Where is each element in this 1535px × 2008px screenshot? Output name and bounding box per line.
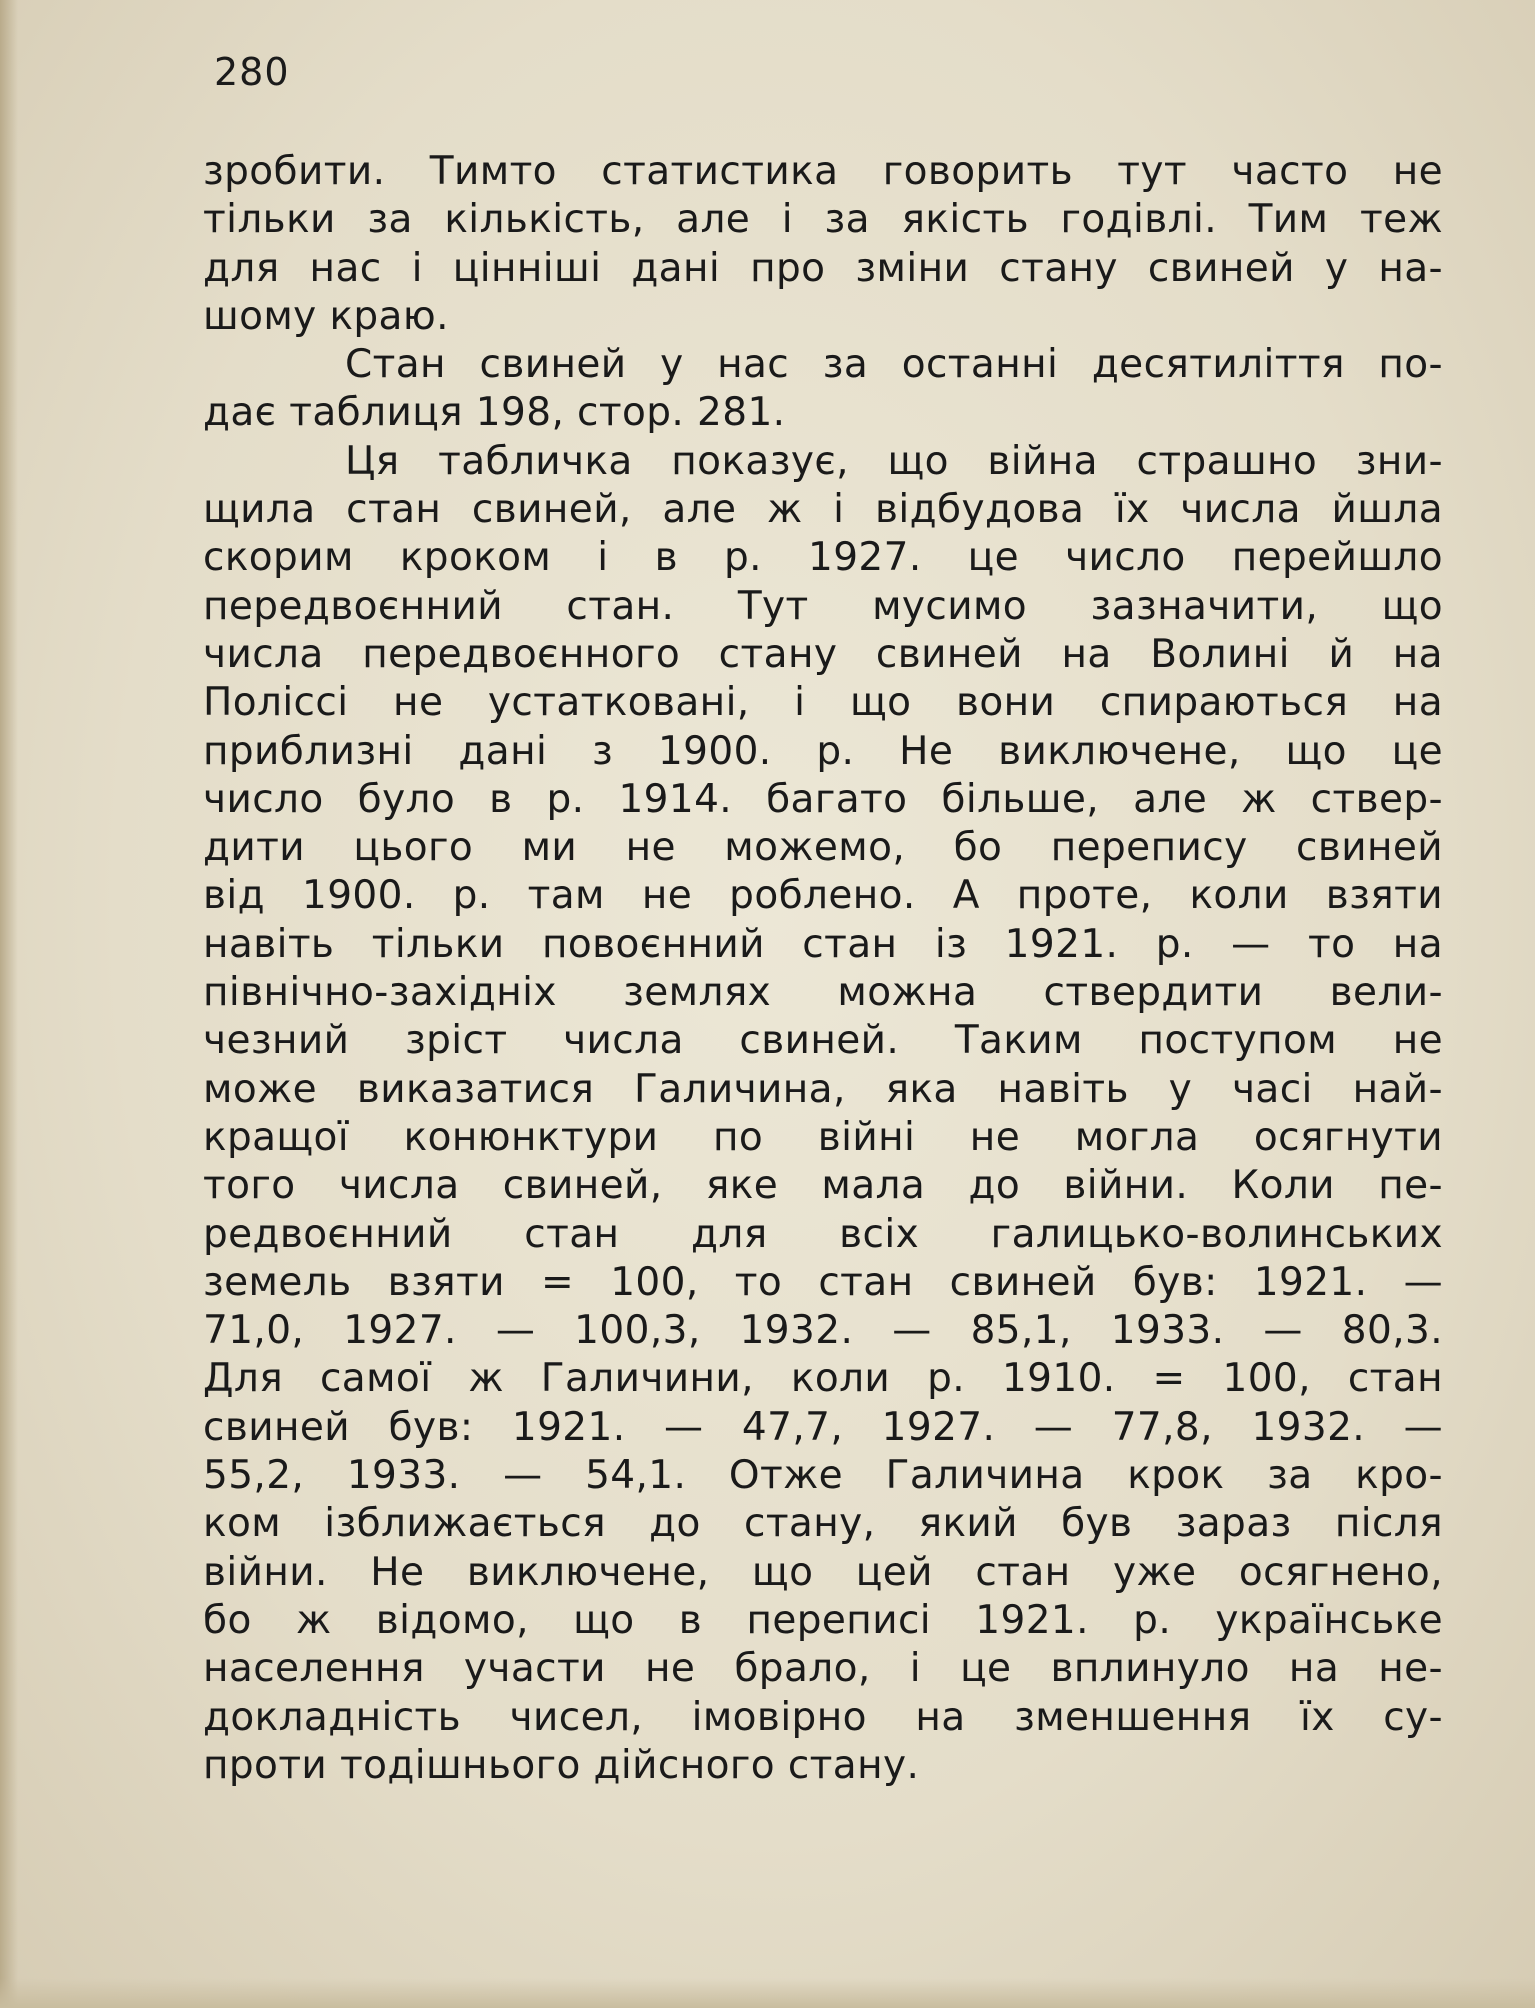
text-line: кращої конюнктури по війні не могла осягнути: [203, 1114, 1443, 1160]
text-line: докладність чисел, імовірно на зменшення їх су-: [203, 1694, 1443, 1740]
text-line: населення участи не брало, і це вплинуло на не-: [203, 1646, 1443, 1692]
text-line: шому краю.: [203, 293, 449, 339]
text-line: зробити. Тимто статистика говорить тут часто не: [203, 149, 1443, 194]
text-line: 71,0, 1927. — 100,3, 1932. — 85,1, 1933. — 80,3.: [203, 1308, 1443, 1354]
text-line: 55,2, 1933. — 54,1. Отже Галичина крок за кро-: [203, 1453, 1443, 1499]
text-line: скорим кроком і в р. 1927. це число перейшло: [203, 535, 1443, 581]
page-bottom-shadow: [0, 1978, 1535, 2008]
text-line: того числа свиней, яке мала до війни. Коли пе-: [203, 1163, 1443, 1209]
text-line: для нас і цінніші дані про зміни стану свиней у на-: [203, 245, 1443, 291]
text-line: ком ізближається до стану, який був зараз після: [203, 1501, 1443, 1547]
text-line: навіть тільки повоєнний стан із 1921. р. — то на: [203, 921, 1443, 967]
text-line: редвоєнний стан для всіх галицько-волинських: [203, 1211, 1443, 1257]
body-text: [203, 148, 1443, 1790]
text-line: чезний зріст числа свиней. Таким поступом не: [203, 1018, 1443, 1064]
page-edge-shadow: [0, 0, 18, 2008]
text-line: війни. Не виключене, що цей стан уже осягнено,: [203, 1549, 1443, 1595]
text-line: земель взяти = 100, то стан свиней був: 1921. —: [203, 1259, 1443, 1305]
text-line: передвоєнний стан. Тут мусимо зазначити, що: [203, 583, 1443, 629]
text-line: щила стан свиней, але ж і відбудова їх числа йшла: [203, 487, 1443, 533]
text-line: Для самої ж Галичини, коли р. 1910. = 100, стан: [203, 1356, 1443, 1402]
text-line: від 1900. р. там не роблено. А проте, коли взяти: [203, 873, 1443, 919]
text-line: може виказатися Галичина, яка навіть у часі най-: [203, 1066, 1443, 1112]
text-line: числа передвоєнного стану свиней на Волині й на: [203, 631, 1443, 677]
text-line: дити цього ми не можемо, бо перепису свиней: [203, 825, 1443, 871]
page-number: 280: [214, 50, 290, 94]
text-line: приблизні дані з 1900. р. Не виключене, що це: [203, 728, 1443, 774]
text-line: північно-західніх землях можна ствердити вели-: [203, 970, 1443, 1016]
text-line: Поліссі не устатковані, і що вони спираються на: [203, 680, 1443, 726]
text-line: свиней був: 1921. — 47,7, 1927. — 77,8, 1932. —: [203, 1404, 1443, 1450]
text-line: проти тодішнього дійсного стану.: [203, 1742, 920, 1788]
text-line: бо ж відомо, що в переписі 1921. р. українське: [203, 1597, 1443, 1643]
text-line: тільки за кількість, але і за якість годівлі. Тим теж: [203, 197, 1443, 243]
text-line: Ця табличка показує, що війна страшно зни-: [345, 438, 1443, 484]
text-line: Стан свиней у нас за останні десятиліття по-: [345, 342, 1443, 388]
text-line: число було в р. 1914. багато більше, але ж ствер-: [203, 776, 1443, 822]
text-line: дає таблиця 198, стор. 281.: [203, 390, 786, 436]
